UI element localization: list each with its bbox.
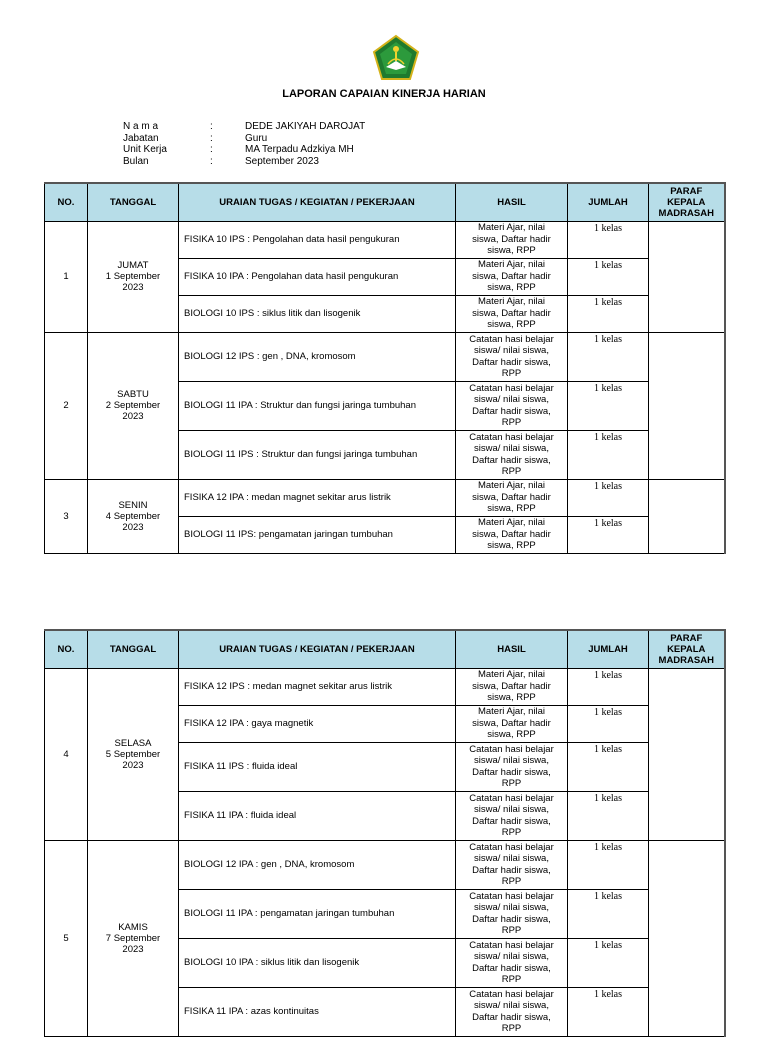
row-jumlah: 1 kelas [568,295,649,332]
identity-block [123,121,365,167]
row-uraian: FISIKA 11 IPA : azas kontinuitas [179,987,456,1036]
hasil-line: RPP [501,925,522,936]
row-jumlah: 1 kelas [568,479,649,516]
hasil-line: RPP [501,876,522,887]
hasil-line: Materi Ajar, nilai [477,517,546,529]
row-day: SABTU [117,389,149,400]
hasil-line: siswa, Daftar hadir [472,233,551,245]
row-uraian: BIOLOGI 12 IPA : gen , DNA, kromosom [179,840,456,889]
row-uraian: FISIKA 12 IPA : medan magnet sekitar arus listrik [179,479,456,516]
header-jumlah: JUMLAH [568,630,649,668]
row-year: 2023 [122,759,144,771]
hasil-line: siswa, RPP [487,692,536,704]
hasil-line: Daftar hadir siswa, [472,913,551,925]
row-hasil [456,430,568,479]
hasil-line: Catatan hasi belajar [469,792,554,804]
row-jumlah: 1 kelas [568,381,649,430]
hasil-line: siswa, Daftar hadir [472,717,551,729]
hasil-line: siswa, RPP [487,540,536,552]
row-day: JUMAT [117,260,149,271]
hasil-line: Catatan hasi belajar [469,988,554,1000]
row-uraian: BIOLOGI 11 IPS : Struktur dan fungsi jaringa tumbuhan [179,430,456,479]
header-uraian: URAIAN TUGAS / KEGIATAN / PEKERJAAN [179,183,456,221]
row-hasil [456,791,568,840]
row-uraian: FISIKA 11 IPS : fluida ideal [179,742,456,791]
hasil-line: Materi Ajar, nilai [477,222,546,234]
header-hasil: HASIL [456,183,568,221]
hasil-line: siswa, Daftar hadir [472,528,551,540]
report-title: LAPORAN CAPAIAN KINERJA HARIAN [282,88,486,100]
row-jumlah: 1 kelas [568,889,649,938]
identity-sep: : [210,155,213,167]
row-uraian: BIOLOGI 11 IPS: pengamatan jaringan tumbuhan [179,516,456,553]
table-row [45,221,725,258]
hasil-line: siswa/ nilai siswa, [474,902,549,913]
header-hasil: HASIL [456,630,568,668]
row-tanggal [88,668,179,840]
row-date: 5 September [105,748,161,760]
hasil-line: siswa, RPP [487,245,536,257]
row-hasil [456,479,568,516]
row-uraian: BIOLOGI 10 IPS : siklus litik dan lisogenik [179,295,456,332]
hasil-line: Materi Ajar, nilai [477,259,546,271]
table-row [45,332,725,381]
row-no: 2 [45,332,88,479]
row-hasil [456,332,568,381]
hasil-line: siswa/ nilai siswa, [474,443,549,454]
hasil-line: siswa, RPP [487,503,536,515]
kemenag-logo [372,34,420,82]
row-hasil [456,938,568,987]
hasil-line: RPP [501,368,522,379]
hasil-line: Catatan hasi belajar [469,939,554,951]
row-jumlah: 1 kelas [568,430,649,479]
row-jumlah: 1 kelas [568,840,649,889]
hasil-line: Daftar hadir siswa, [472,766,551,778]
header-paraf-line: KEPALA [667,643,706,655]
header-paraf-line: KEPALA [667,196,706,208]
row-uraian: FISIKA 12 IPA : gaya magnetik [179,705,456,742]
row-jumlah: 1 kelas [568,221,649,258]
identity-label: Bulan [123,155,149,167]
row-hasil [456,295,568,332]
row-tanggal [88,479,179,553]
hasil-line: Catatan hasi belajar [469,890,554,902]
hasil-line: siswa/ nilai siswa, [474,1000,549,1011]
hasil-line: siswa/ nilai siswa, [474,951,549,962]
header-tanggal: TANGGAL [88,630,179,668]
header-paraf-line: MADRASAH [658,207,714,219]
row-hasil [456,987,568,1036]
row-jumlah: 1 kelas [568,668,649,705]
row-date: 1 September [105,271,161,282]
identity-row-unit-kerja [123,144,365,156]
row-tanggal [88,221,179,332]
row-paraf [649,668,725,840]
hasil-line: siswa, Daftar hadir [472,680,551,692]
hasil-line: RPP [501,466,522,477]
hasil-line: siswa, Daftar hadir [472,307,551,319]
header-jumlah: JUMLAH [568,183,649,221]
hasil-line: RPP [501,417,522,428]
identity-value: Guru [245,132,268,144]
hasil-line: Catatan hasi belajar [469,333,554,345]
row-no: 4 [45,668,88,840]
hasil-line: Daftar hadir siswa, [472,405,551,417]
identity-value: DEDE JAKIYAH DAROJAT [245,121,366,132]
header-paraf-line: PARAF [670,632,703,644]
row-day: SELASA [114,737,152,749]
row-date: 2 September [105,400,161,411]
hasil-line: siswa/ nilai siswa, [474,804,549,815]
row-year: 2023 [122,411,144,422]
row-hasil [456,221,568,258]
row-uraian: FISIKA 11 IPA : fluida ideal [179,791,456,840]
row-uraian: FISIKA 12 IPS : medan magnet sekitar arus listrik [179,668,456,705]
row-no: 5 [45,840,88,1036]
row-jumlah: 1 kelas [568,705,649,742]
hasil-line: siswa, RPP [487,319,536,331]
hasil-line: siswa, RPP [487,729,536,741]
row-jumlah: 1 kelas [568,332,649,381]
row-uraian: BIOLOGI 12 IPS : gen , DNA, kromosom [179,332,456,381]
hasil-line: siswa, Daftar hadir [472,491,551,503]
row-date: 7 September [105,932,161,944]
identity-value: September 2023 [245,155,319,167]
row-jumlah: 1 kelas [568,516,649,553]
row-hasil [456,516,568,553]
identity-label: N a m a [123,121,159,132]
row-hasil [456,840,568,889]
identity-sep: : [210,121,213,132]
hasil-line: Materi Ajar, nilai [477,296,546,308]
table-row [45,668,725,705]
identity-value: MA Terpadu Adzkiya MH [245,144,354,155]
hasil-line: RPP [501,827,522,838]
identity-sep: : [210,132,213,144]
row-year: 2023 [122,282,144,293]
table-body [45,221,725,553]
row-uraian: FISIKA 10 IPS : Pengolahan data hasil pengukuran [179,221,456,258]
row-uraian: BIOLOGI 11 IPA : pengamatan jaringan tumbuhan [179,889,456,938]
row-jumlah: 1 kelas [568,791,649,840]
header-paraf [649,630,725,668]
hasil-line: Daftar hadir siswa, [472,356,551,368]
hasil-line: siswa, Daftar hadir [472,270,551,282]
hasil-line: RPP [501,778,522,789]
row-hasil [456,668,568,705]
row-date: 4 September [105,510,161,522]
report-table-page-1 [44,182,724,557]
row-hasil [456,742,568,791]
hasil-line: siswa/ nilai siswa, [474,394,549,405]
hasil-line: Catatan hasi belajar [469,743,554,755]
hasil-line: Daftar hadir siswa, [472,864,551,876]
header-no: NO. [45,630,88,668]
row-no: 3 [45,479,88,553]
row-uraian: FISIKA 10 IPA : Pengolahan data hasil pengukuran [179,258,456,295]
identity-sep: : [210,144,213,155]
identity-label: Jabatan [123,132,159,144]
table-header-row [45,183,725,221]
row-uraian: BIOLOGI 11 IPA : Struktur dan fungsi jaringa tumbuhan [179,381,456,430]
row-jumlah: 1 kelas [568,987,649,1036]
report-table-page-2 [44,629,724,1034]
hasil-line: siswa/ nilai siswa, [474,853,549,864]
hasil-line: RPP [501,1023,522,1034]
row-hasil [456,889,568,938]
identity-row-nama [123,121,365,133]
header-paraf-line: MADRASAH [658,654,714,666]
identity-row-jabatan [123,133,365,145]
hasil-line: Daftar hadir siswa, [472,815,551,827]
row-hasil [456,705,568,742]
hasil-line: Materi Ajar, nilai [477,480,546,492]
row-hasil [456,258,568,295]
hasil-line: Catatan hasi belajar [469,841,554,853]
hasil-line: Daftar hadir siswa, [472,454,551,466]
row-jumlah: 1 kelas [568,938,649,987]
hasil-line: siswa/ nilai siswa, [474,345,549,356]
identity-label: Unit Kerja [123,144,167,155]
row-jumlah: 1 kelas [568,258,649,295]
hasil-line: RPP [501,974,522,985]
row-paraf [649,479,725,553]
row-tanggal [88,840,179,1036]
row-paraf [649,840,725,1036]
hasil-line: Materi Ajar, nilai [477,706,546,718]
row-tanggal [88,332,179,479]
header-uraian: URAIAN TUGAS / KEGIATAN / PEKERJAAN [179,630,456,668]
row-hasil [456,381,568,430]
table-row [45,479,725,516]
row-day: KAMIS [118,921,148,933]
row-no: 1 [45,221,88,332]
table-body [45,668,725,1036]
identity-row-bulan [123,156,365,168]
hasil-line: Materi Ajar, nilai [477,669,546,681]
hasil-line: siswa, RPP [487,282,536,294]
hasil-line: siswa/ nilai siswa, [474,755,549,766]
row-uraian: BIOLOGI 10 IPA : siklus litik dan lisogenik [179,938,456,987]
table-row [45,840,725,889]
hasil-line: Catatan hasi belajar [469,382,554,394]
row-jumlah: 1 kelas [568,742,649,791]
header-tanggal: TANGGAL [88,183,179,221]
row-day: SENIN [118,499,148,511]
header-paraf-line: PARAF [670,185,703,197]
row-year: 2023 [122,943,144,955]
header-paraf [649,183,725,221]
hasil-line: Daftar hadir siswa, [472,1011,551,1023]
row-paraf [649,221,725,332]
table-header-row [45,630,725,668]
hasil-line: Daftar hadir siswa, [472,962,551,974]
header-no: NO. [45,183,88,221]
row-year: 2023 [122,521,144,533]
row-paraf [649,332,725,479]
hasil-line: Catatan hasi belajar [469,431,554,443]
